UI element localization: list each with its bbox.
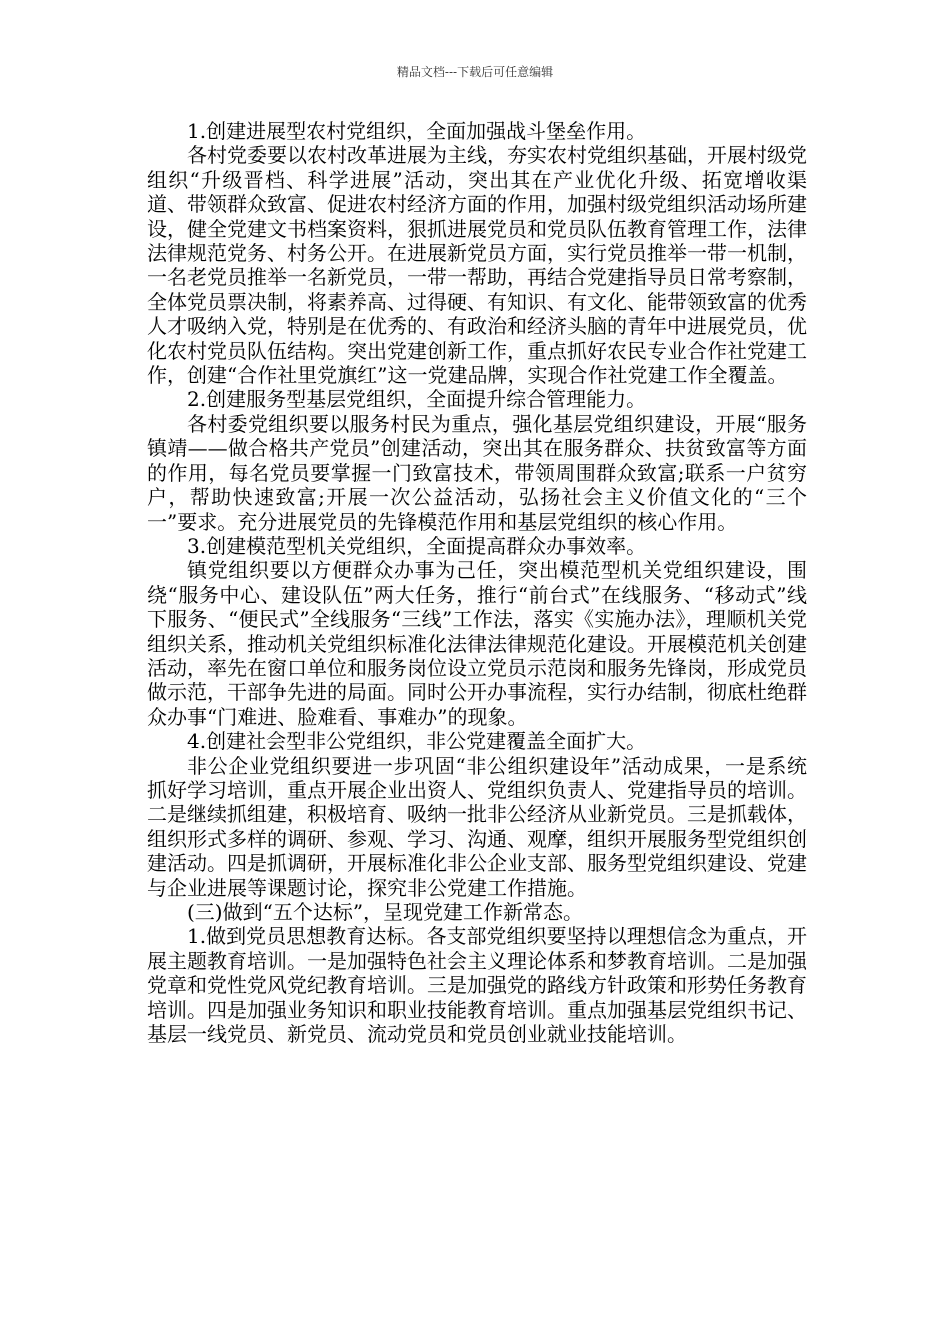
document-body <box>147 119 807 1046</box>
section-heading-4: 4.创建社会型非公党组织，非公党建覆盖全面扩大。 <box>187 729 647 754</box>
page-header: 精品文档---下载后可任意编辑 <box>396 65 554 79</box>
section-heading-2: 2.创建服务型基层党组织，全面提升综合管理能力。 <box>187 387 647 412</box>
body-paragraph: 镇党组织要以方便群众办事为己任，突出模范型机关党组织建设，围绕“服务中心、建设队伍”两大任务，推行“前台式”在线服务、“移动式”线下服务、“便民式”全线服务“三线”工作法，落实《实施办法》，理顺机关党组织关系，推动机关党组织标准化法律法律规范化建设。开展模范机关创建活动，率先在窗口单位和服务岗位设立党员示范岗和服务先锋岗，形成党员做示范，干部争先进的局面。同时公开办事流程，实行办结制，彻底杜绝群众办事“门难进、脸难看、事难办”的现象。 <box>147 558 807 729</box>
body-paragraph: 各村委党组织要以服务村民为重点，强化基层党组织建设，开展“服务镇靖——做合格共产党员”创建活动，突出其在服务群众、扶贫致富等方面的作用，每名党员要掌握一门致富技术，带领周围群众致富;联系一户贫穷户，帮助快速致富;开展一次公益活动，弘扬社会主义价值文化的“三个一”要求。充分进展党员的先锋模范作用和基层党组织的核心作用。 <box>147 411 807 534</box>
body-paragraph: 非公企业党组织要进一步巩固“非公组织建设年”活动成果，一是系统抓好学习培训，重点开展企业出资人、党组织负责人、党建指导员的培训。二是继续抓组建，积极培育、吸纳一批非公经济从业新党员。三是抓载体，组织形式多样的调研、参观、学习、沟通、观摩，组织开展服务型党组织创建活动。四是抓调研，开展标准化非公企业支部、服务型党组织建设、党建与企业进展等课题讨论，探究非公党建工作措施。 <box>147 753 807 900</box>
body-paragraph: 各村党委要以农村改革进展为主线，夯实农村党组织基础，开展村级党组织“升级晋档、科学进展”活动，突出其在产业优化升级、拓宽增收渠道、带领群众致富、促进农村经济方面的作用，加强村级党组织活动场所建设，健全党建文书档案资料，狠抓进展党员和党员队伍教育管理工作，法律法律规范党务、村务公开。在进展新党员方面，实行党员推举一带一机制，一名老党员推举一名新党员，一带一帮助，再结合党建指导员日常考察制，全体党员票决制，将素养高、过得硬、有知识、有文化、能带领致富的优秀人才吸纳入党，特别是在优秀的、有政治和经济头脑的青年中进展党员，优化农村党员队伍结构。突出党建创新工作，重点抓好农民专业合作社党建工作，创建“合作社里党旗红”这一党建品牌，实现合作社党建工作全覆盖。 <box>147 143 807 388</box>
section-heading-1: 1.创建进展型农村党组织，全面加强战斗堡垒作用。 <box>187 119 647 143</box>
chapter-heading: (三)做到“五个达标”，呈现党建工作新常态。 <box>187 900 584 924</box>
body-paragraph: 1.做到党员思想教育达标。各支部党组织要坚持以理想信念为重点，开展主题教育培训。一是加强特色社会主义理论体系和梦教育培训。二是加强党章和党性党风党纪教育培训。三是加强党的路线方针政策和形势任务教育培训。四是加强业务知识和职业技能教育培训。重点加强基层党组织书记、基层一线党员、新党员、流动党员和党员创业就业技能培训。 <box>147 924 807 1047</box>
section-heading-3: 3.创建模范型机关党组织，全面提高群众办事效率。 <box>187 533 647 558</box>
